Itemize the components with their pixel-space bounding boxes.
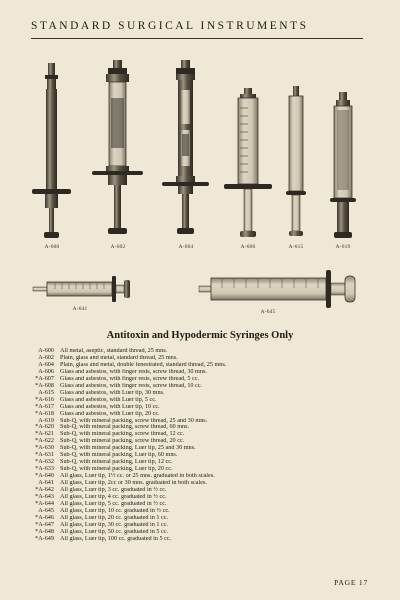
list-item: [21, 390, 381, 397]
list-item: [21, 376, 381, 383]
item-description: Sub-Q, with mineral packing, screw thread, 60 mns.: [60, 424, 190, 431]
figure-label-a619: A-619: [335, 244, 351, 250]
figure-label-a602: A-602: [110, 244, 126, 250]
list-item: [21, 411, 381, 418]
list-item: [21, 452, 381, 459]
item-description: All metal, aseptic, standard thread, 25 mns.: [60, 348, 168, 354]
item-description: Glass and asbestos, with Luer tip, 10 cc.: [60, 403, 160, 410]
syringe-a619-figure: [330, 92, 356, 238]
item-code: A-615: [38, 388, 54, 396]
item-code: *A-622: [35, 437, 54, 445]
figure-label-a615: A-615: [288, 244, 304, 250]
list-item: [21, 473, 381, 480]
list-item: [21, 418, 381, 425]
item-description: Glass and asbestos, with finger rests, screw thread, 10 cc.: [60, 382, 203, 389]
item-description: All glass, Luer tip, 20 cc. graduated in 1 cc.: [60, 514, 169, 521]
item-code: *A-646: [35, 513, 54, 521]
item-description: All glass, Luer tip, 2cc or 30 mns. graduated in both scales.: [60, 480, 207, 487]
item-code: A-641: [38, 479, 54, 487]
item-description: Plain, glass and metal, double fenestrated, standard thread, 25 mns.: [60, 361, 227, 368]
list-item: [21, 438, 381, 445]
list-item: [21, 508, 381, 515]
figure-label-a600: A-600: [44, 244, 60, 250]
syringe-a604-figure: [162, 60, 209, 234]
list-item: [21, 362, 381, 369]
list-item: [21, 459, 381, 466]
header-rule: [31, 38, 363, 39]
item-description: Sub-Q, with mineral packing, screw thread, 12 cc.: [60, 431, 185, 438]
list-item: [21, 355, 381, 362]
item-code: *A-640: [35, 472, 54, 480]
item-code: *A-632: [35, 458, 54, 466]
item-code: *A-607: [35, 374, 54, 382]
item-description: All glass, Luer tip, 100 cc. graduated in 5 cc.: [60, 535, 172, 542]
list-item: [21, 348, 381, 355]
item-description: All glass, Luer tip, 4 cc. graduated in ½ cc.: [60, 494, 167, 501]
list-item: [21, 404, 381, 411]
list-item: [21, 431, 381, 438]
item-description: Sub-Q, with mineral packing, Luer tip, 60 mns.: [60, 452, 178, 459]
list-item: [21, 536, 381, 543]
item-code: A-645: [38, 506, 54, 514]
item-code: A-600: [38, 347, 54, 354]
item-description: All glass, Luer tip, 5 cc. graduated in ½ cc.: [60, 500, 167, 507]
syringe-a600-figure: [32, 63, 71, 238]
list-item: [21, 369, 381, 376]
item-code: A-604: [38, 360, 54, 368]
item-code: *A-648: [35, 527, 54, 535]
item-description: All glass, Luer tip, 30 cc. graduated in 1 cc.: [60, 521, 169, 528]
list-item: [21, 501, 381, 508]
item-code: *A-633: [35, 465, 54, 473]
item-description: All glass, Luer tip, 3 cc. graduated in ½ cc.: [60, 487, 167, 494]
syringe-a615-figure: [286, 86, 306, 236]
figure-label-a641: A-641: [72, 306, 88, 312]
item-description: Glass and asbestos, with Luer tip, 30 mns.: [60, 389, 165, 396]
item-description: Sub-Q, with mineral packing, Luer tip, 20 cc.: [60, 466, 173, 473]
syringe-illustrations: [0, 50, 400, 330]
item-code: *A-649: [35, 534, 54, 542]
list-item: [21, 466, 381, 473]
list-item: [21, 480, 381, 487]
page-header: STANDARD SURGICAL INSTRUMENTS: [31, 20, 309, 32]
item-code: *A-621: [35, 430, 54, 438]
list-item: [21, 515, 381, 522]
page-number: PAGE 17: [334, 578, 368, 587]
list-item: [21, 383, 381, 390]
item-code: *A-616: [35, 395, 54, 403]
item-list: [21, 348, 381, 543]
item-code: *A-642: [35, 486, 54, 494]
instrument-illustrations: [0, 50, 400, 330]
list-item: [21, 397, 381, 404]
section-title: Antitoxin and Hypodermic Syringes Only: [106, 330, 294, 341]
item-description: All glass, Luer tip, 10 cc. graduated in ½ cc.: [60, 507, 170, 514]
item-code: *A-620: [35, 423, 54, 431]
item-description: Glass and asbestos, with Luer tip, 5 cc.: [60, 396, 157, 403]
item-description: Glass and asbestos, with Luer tip, 20 cc.: [60, 410, 160, 417]
list-item: [21, 529, 381, 536]
item-code: *A-608: [35, 381, 54, 389]
item-description: Sub-Q, with mineral packing, Luer tip, 12 cc.: [60, 459, 173, 466]
syringe-a606-figure: [224, 88, 272, 237]
item-code: *A-644: [35, 499, 54, 507]
item-description: All glass, Luer tip, 1½ cc. or 25 mns. graduated in both scales.: [60, 473, 215, 480]
item-code: *A-617: [35, 402, 54, 410]
syringe-a641-figure: [33, 276, 130, 302]
syringe-a602-figure: [92, 60, 143, 234]
figure-label-a606: A-606: [240, 244, 256, 250]
item-description: Plain, glass and metal, standard thread, 25 mns.: [60, 354, 178, 361]
figure-label-a604: A-604: [178, 244, 194, 250]
item-description: Sub-Q, with mineral packing, screw thread, 25 and 30 mns.: [60, 417, 208, 424]
list-item: [21, 487, 381, 494]
figure-label-a645: A-645: [260, 309, 276, 315]
item-code: *A-630: [35, 444, 54, 452]
item-code: A-619: [38, 416, 54, 424]
item-description: Glass and asbestos, with finger rests, screw thread, 5 cc.: [60, 375, 200, 382]
list-item: [21, 494, 381, 501]
item-description: All glass, Luer tip, 50 cc. graduated in 5 cc.: [60, 528, 169, 535]
item-code: A-602: [38, 353, 54, 361]
list-item: [21, 445, 381, 452]
item-description: Sub-Q, with mineral packing, Luer tip, 25 and 30 mns.: [60, 445, 196, 452]
item-code: A-606: [38, 367, 54, 375]
item-description: Sub-Q, with mineral packing, screw thread, 20 cc.: [60, 438, 185, 445]
item-code: *A-618: [35, 409, 54, 417]
item-code: *A-647: [35, 520, 54, 528]
item-code: *A-643: [35, 493, 54, 501]
item-description: Glass and asbestos, with finger rests, screw thread, 30 mns.: [60, 368, 207, 375]
list-item: [21, 522, 381, 529]
item-code: *A-631: [35, 451, 54, 459]
syringe-a645-figure: [199, 270, 355, 308]
list-item: [21, 424, 381, 431]
